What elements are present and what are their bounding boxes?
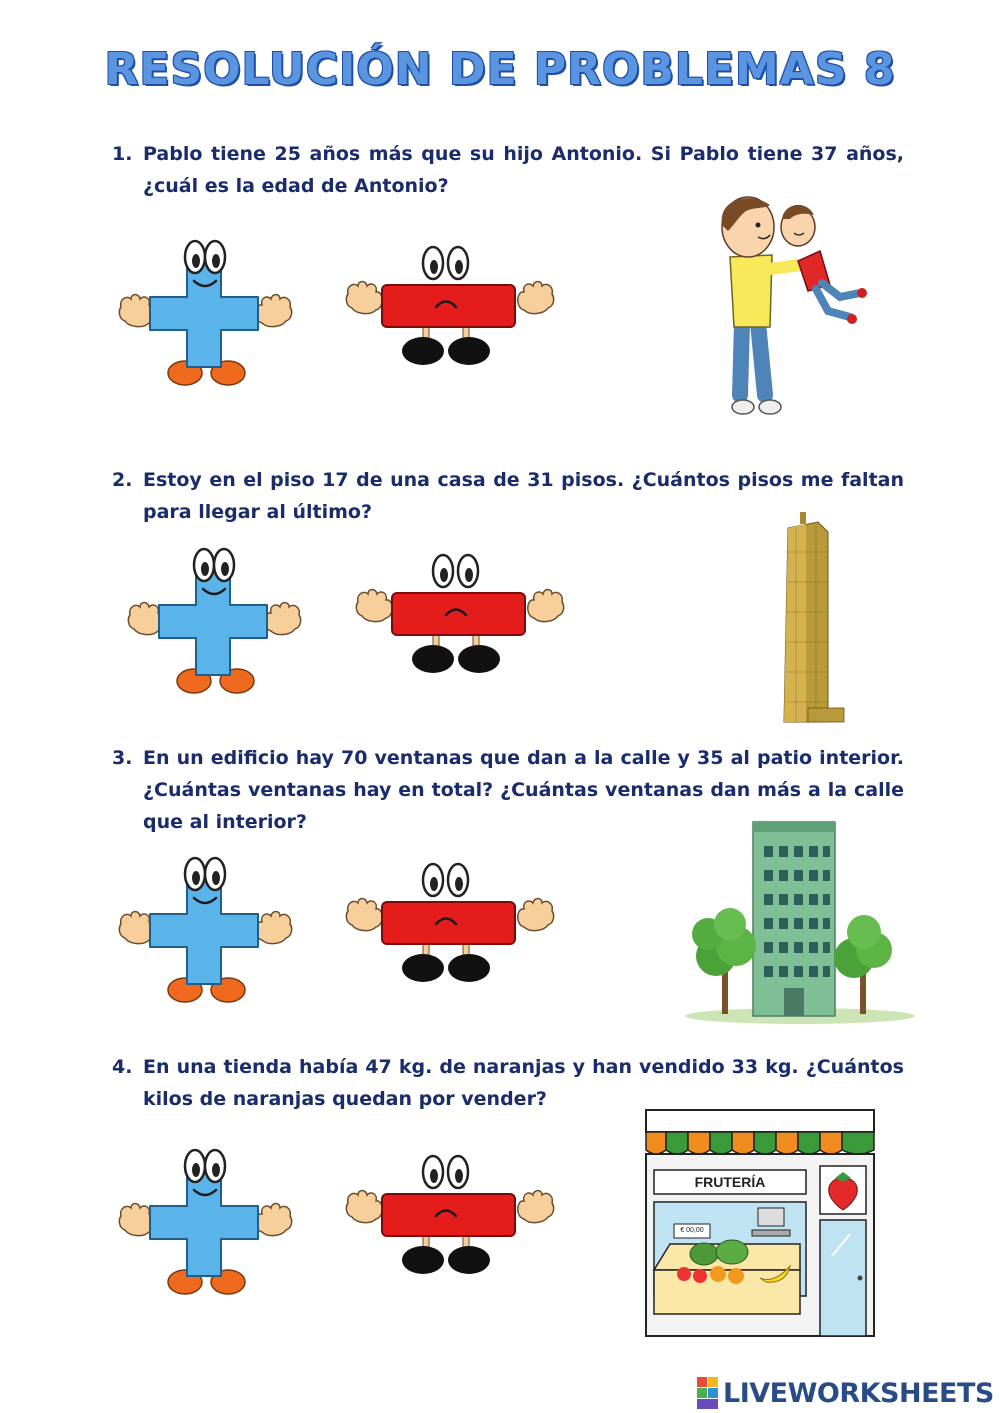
fruit-shop-illustration xyxy=(640,1106,880,1339)
liveworksheets-logo-icon xyxy=(697,1377,719,1409)
minus-character-2[interactable] xyxy=(355,543,565,678)
brand-name: LIVEWORKSHEETS xyxy=(723,1377,994,1409)
minus-character-3[interactable] xyxy=(345,852,555,987)
problem-number: 2. xyxy=(112,469,133,491)
problem-text: En una tienda había 47 kg. de naranjas y han vendido 33 kg. ¿Cuántos kilos de naranjas quedan por vender? xyxy=(143,1056,904,1110)
plus-character-2[interactable] xyxy=(127,543,302,698)
problem-text: Estoy en el piso 17 de una casa de 31 pisos. ¿Cuántos pisos me faltan para llegar al último? xyxy=(143,469,904,523)
problem-number: 4. xyxy=(112,1056,133,1078)
plus-character-3[interactable] xyxy=(118,852,293,1007)
plus-character-1[interactable] xyxy=(118,235,293,390)
problem-text: Pablo tiene 25 años más que su hijo Antonio. Si Pablo tiene 37 años, ¿cuál es la edad de Antonio? xyxy=(143,143,904,197)
page-title: RESOLUCIÓN DE PROBLEMAS 8 xyxy=(104,44,896,95)
problem-text: En un edificio hay 70 ventanas que dan a la calle y 35 al patio interior. ¿Cuántas ventanas hay en total? ¿Cuántas ventanas dan más a la calle que al interior? xyxy=(143,747,904,833)
father-son-illustration xyxy=(710,185,875,425)
minus-character-4[interactable] xyxy=(345,1144,555,1279)
problem-number: 1. xyxy=(112,143,133,165)
footer-brand[interactable] xyxy=(697,1376,994,1410)
minus-character-1[interactable] xyxy=(345,235,555,370)
problem-number: 3. xyxy=(112,747,133,769)
green-building-illustration xyxy=(678,818,923,1028)
price-tag: € 00,00 xyxy=(680,1227,704,1234)
plus-character-4[interactable] xyxy=(118,1144,293,1299)
skyscraper-illustration xyxy=(778,512,848,724)
shop-sign: FRUTERÍA xyxy=(694,1174,766,1190)
